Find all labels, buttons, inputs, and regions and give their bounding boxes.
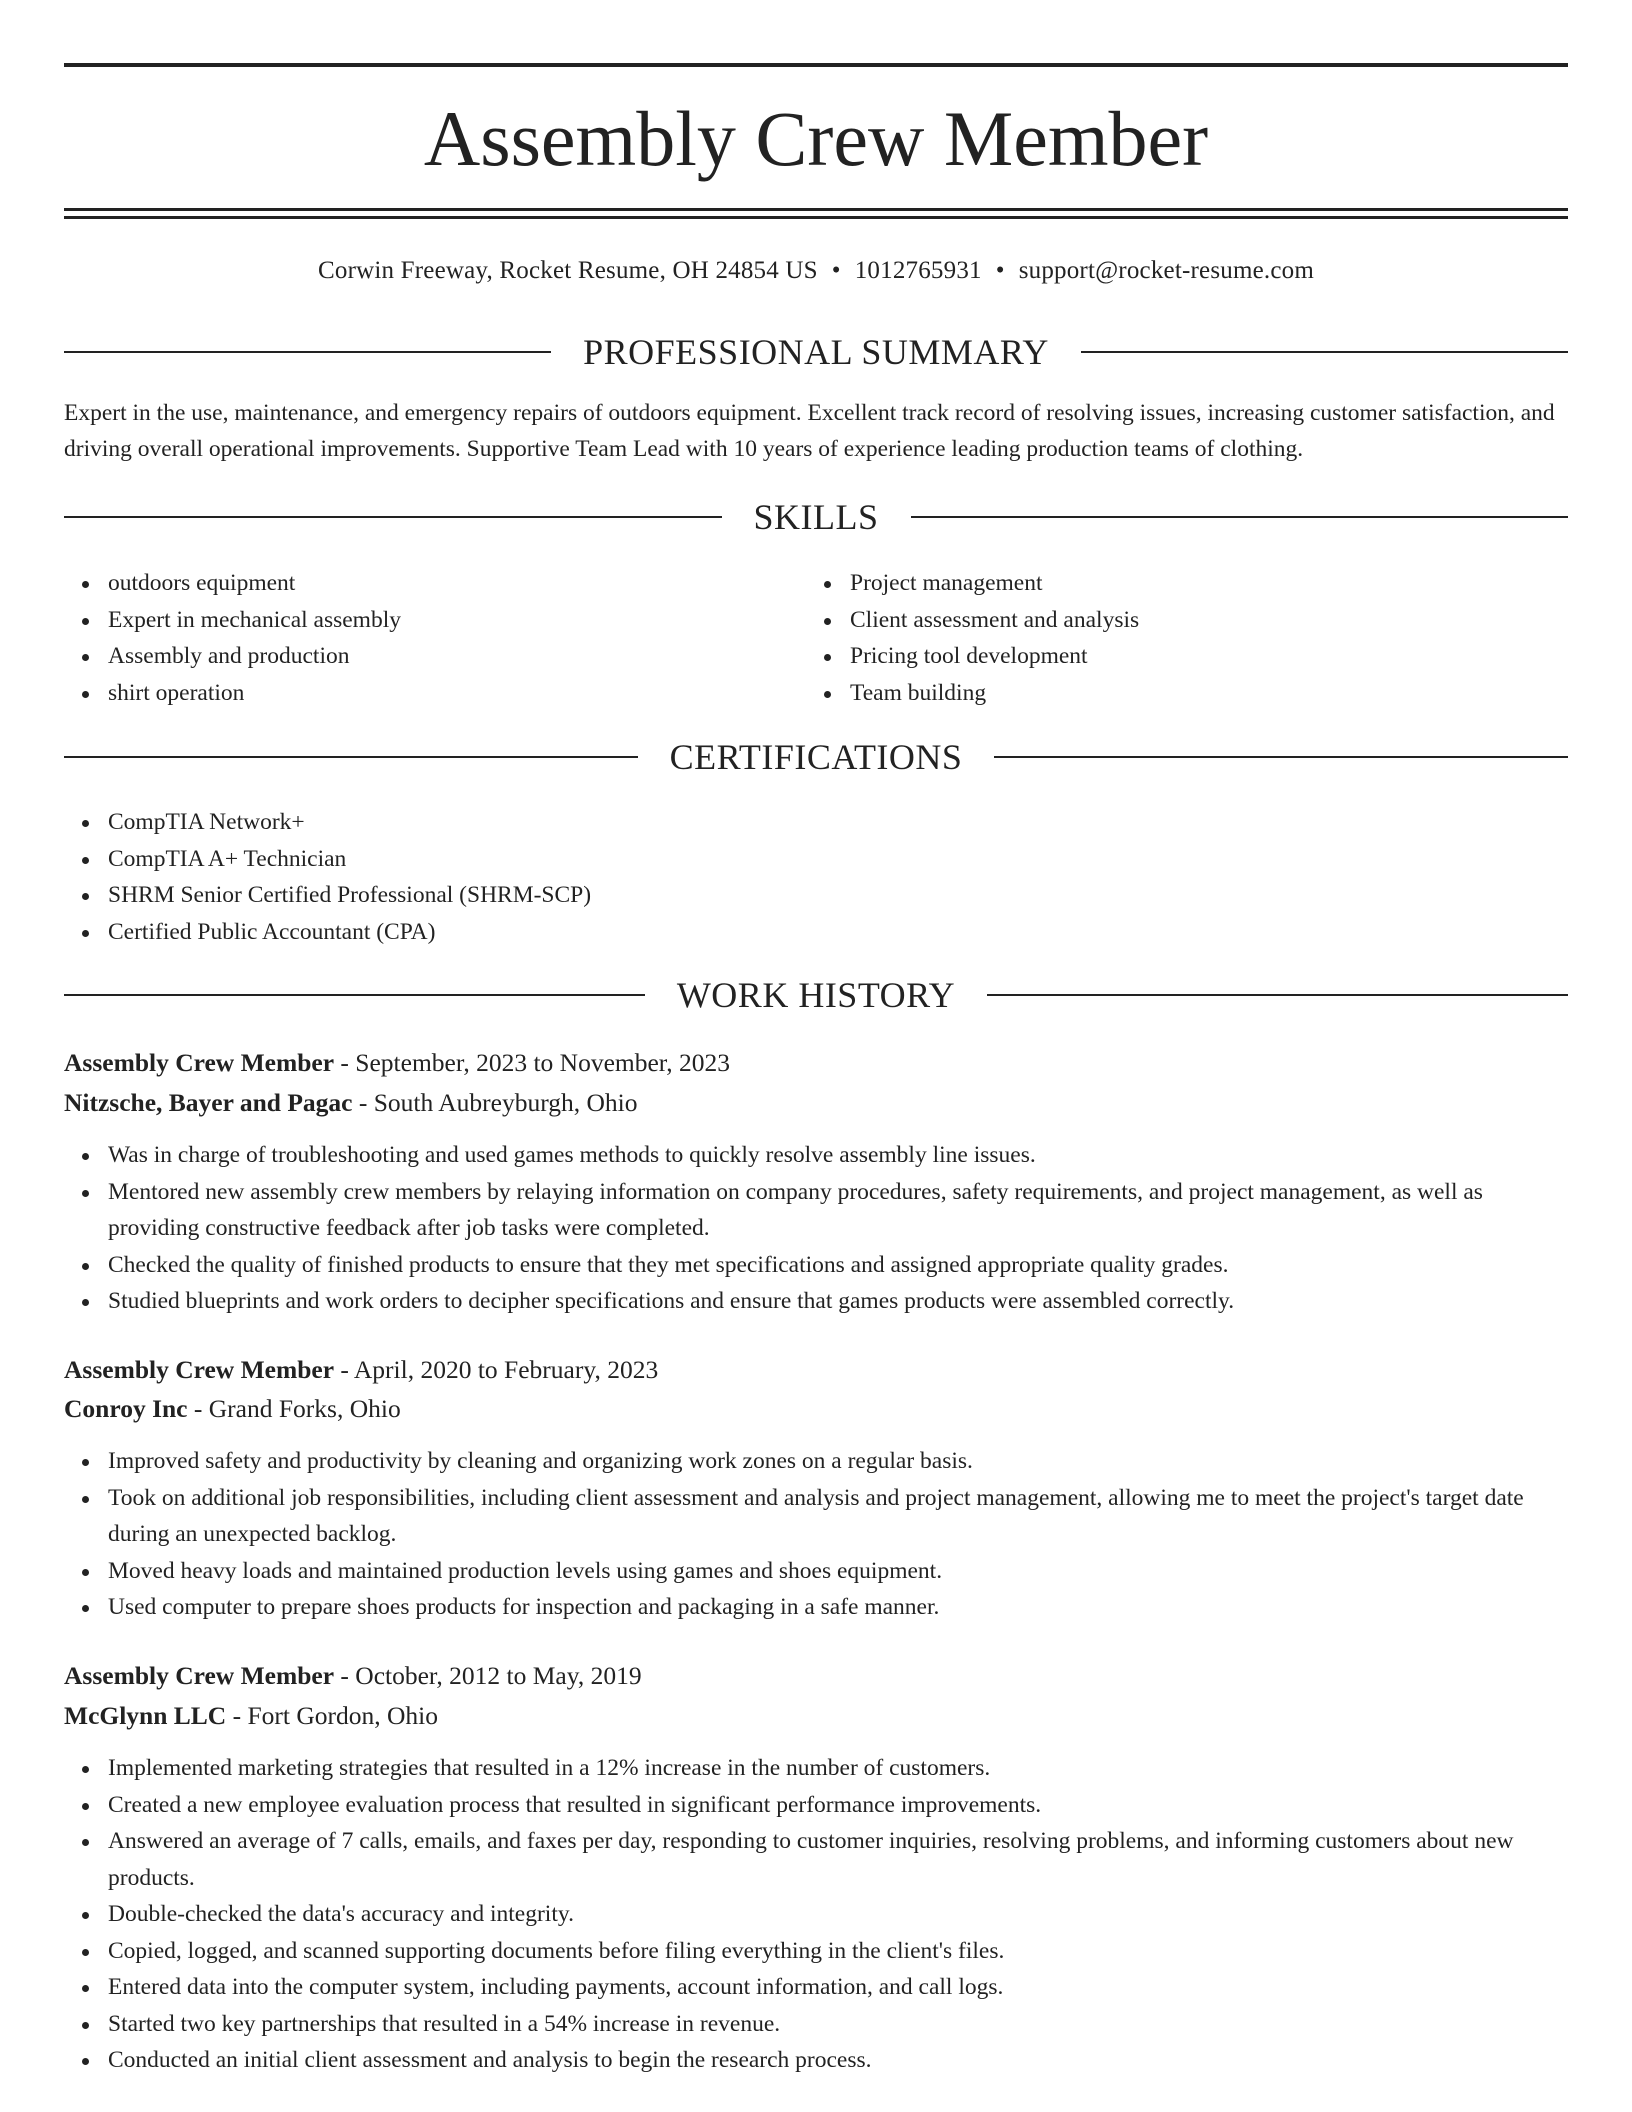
summary-text: Expert in the use, maintenance, and emergency repairs of outdoors equipment. Excellent track record of resolving issues, increasing customer satisfaction, and driving overall operational improvements. Supportive Team Lead with 10 years of experience leading production teams of clothing.	[64, 400, 1555, 462]
job-bullet: Double-checked the data's accuracy and integrity.	[108, 1896, 1568, 1933]
summary-heading	[64, 330, 1568, 374]
skill-item: Pricing tool development	[850, 638, 1550, 675]
job-dates: - September, 2023 to November, 2023	[334, 1048, 731, 1077]
contact-separator: •	[831, 257, 841, 284]
job-bullet: Studied blueprints and work orders to decipher specifications and ensure that games products were assembled correctly.	[108, 1283, 1568, 1320]
skill-item: Expert in mechanical assembly	[108, 602, 808, 639]
heading-rule-right	[1081, 351, 1568, 353]
heading-rule-right	[987, 994, 1568, 996]
skill-item: Team building	[850, 675, 1550, 712]
job-title-line	[64, 1351, 1568, 1389]
certification-item: CompTIA A+ Technician	[108, 841, 1568, 878]
skill-item: outdoors equipment	[108, 565, 808, 602]
job-bullet: Implemented marketing strategies that resulted in a 12% increase in the number of customers.	[108, 1750, 1568, 1787]
job-company: McGlynn LLC	[64, 1701, 227, 1730]
job-bullet: Answered an average of 7 calls, emails, and faxes per day, responding to customer inquiries, resolving problems, and informing customers about new products.	[108, 1823, 1568, 1896]
job-bullets	[64, 1443, 1568, 1626]
job-company-line	[64, 1084, 1568, 1122]
heading-rule-right	[911, 516, 1569, 518]
heading-rule-left	[64, 351, 551, 353]
job-bullet: Started two key partnerships that resulted in a 54% increase in revenue.	[108, 2006, 1568, 2043]
skills-heading-text: SKILLS	[753, 497, 879, 537]
skill-item: Assembly and production	[108, 638, 808, 675]
job-role: Assembly Crew Member	[64, 1355, 335, 1384]
candidate-title: Assembly Crew Member	[423, 95, 1209, 182]
certification-item: Certified Public Accountant (CPA)	[108, 914, 1568, 951]
heading-rule-left	[64, 994, 645, 996]
contact-line	[64, 254, 1568, 288]
job-bullet: Moved heavy loads and maintained production levels using games and shoes equipment.	[108, 1553, 1568, 1590]
job-company: Conroy Inc	[64, 1394, 188, 1423]
job-role: Assembly Crew Member	[64, 1661, 335, 1690]
certification-item: CompTIA Network+	[108, 804, 1568, 841]
skill-item: Project management	[850, 565, 1550, 602]
job-bullet: Created a new employee evaluation process that resulted in significant performance improvements.	[108, 1787, 1568, 1824]
job-bullet: Checked the quality of finished products to ensure that they met specifications and assigned appropriate quality grades.	[108, 1247, 1568, 1284]
heading-rule-right	[994, 756, 1568, 758]
contact-separator: •	[995, 257, 1005, 284]
job-title-line	[64, 1657, 1568, 1695]
job-bullet: Improved safety and productivity by cleaning and organizing work zones on a regular basis.	[108, 1443, 1568, 1480]
skills-list-right	[806, 565, 1550, 711]
job-bullet: Mentored new assembly crew members by relaying information on company procedures, safety requirements, and project management, as well as providing constructive feedback after job tasks were completed.	[108, 1174, 1568, 1247]
skill-item: shirt operation	[108, 675, 808, 712]
heading-rule-left	[64, 756, 638, 758]
job-dates: - April, 2020 to February, 2023	[334, 1355, 659, 1384]
skill-item: Client assessment and analysis	[850, 602, 1550, 639]
skills-heading	[64, 495, 1568, 539]
job-bullet: Used computer to prepare shoes products for inspection and packaging in a safe manner.	[108, 1589, 1568, 1626]
job-location: - South Aubreyburgh, Ohio	[352, 1088, 638, 1117]
contact-email[interactable]: support@rocket-resume.com	[1018, 257, 1314, 284]
job-location: - Fort Gordon, Ohio	[226, 1701, 439, 1730]
header-top-rule	[64, 63, 1568, 67]
job-company-line	[64, 1697, 1568, 1735]
header-double-rule-upper	[64, 208, 1568, 211]
job-company-line	[64, 1390, 1568, 1428]
certifications-heading-text: CERTIFICATIONS	[669, 737, 963, 777]
work-history-heading	[64, 973, 1568, 1017]
contact-address: Corwin Freeway, Rocket Resume, OH 24854 US	[318, 257, 818, 284]
job-role: Assembly Crew Member	[64, 1048, 335, 1077]
job-bullet: Entered data into the computer system, including payments, account information, and call logs.	[108, 1969, 1568, 2006]
skills-list-left	[64, 565, 808, 711]
job-company: Nitzsche, Bayer and Pagac	[64, 1088, 353, 1117]
certifications-list	[64, 804, 1568, 950]
job-dates: - October, 2012 to May, 2019	[334, 1661, 642, 1690]
contact-phone: 1012765931	[854, 257, 982, 284]
heading-rule-left	[64, 516, 722, 518]
job-bullet: Was in charge of troubleshooting and used games methods to quickly resolve assembly line issues.	[108, 1137, 1568, 1174]
job-title-line	[64, 1044, 1568, 1082]
job-bullet: Took on additional job responsibilities, including client assessment and analysis and project management, allowing me to meet the project's target date during an unexpected backlog.	[108, 1480, 1568, 1553]
job-location: - Grand Forks, Ohio	[187, 1394, 401, 1423]
job-bullet: Copied, logged, and scanned supporting documents before filing everything in the client's files.	[108, 1933, 1568, 1970]
summary-heading-text: PROFESSIONAL SUMMARY	[583, 332, 1049, 372]
certification-item: SHRM Senior Certified Professional (SHRM-SCP)	[108, 877, 1568, 914]
job-bullet: Conducted an initial client assessment and analysis to begin the research process.	[108, 2042, 1568, 2079]
job-bullets	[64, 1137, 1568, 1320]
header-double-rule-lower	[64, 216, 1568, 219]
work-history-heading-text: WORK HISTORY	[676, 975, 956, 1015]
certifications-heading	[64, 735, 1568, 779]
job-bullets	[64, 1750, 1568, 2079]
